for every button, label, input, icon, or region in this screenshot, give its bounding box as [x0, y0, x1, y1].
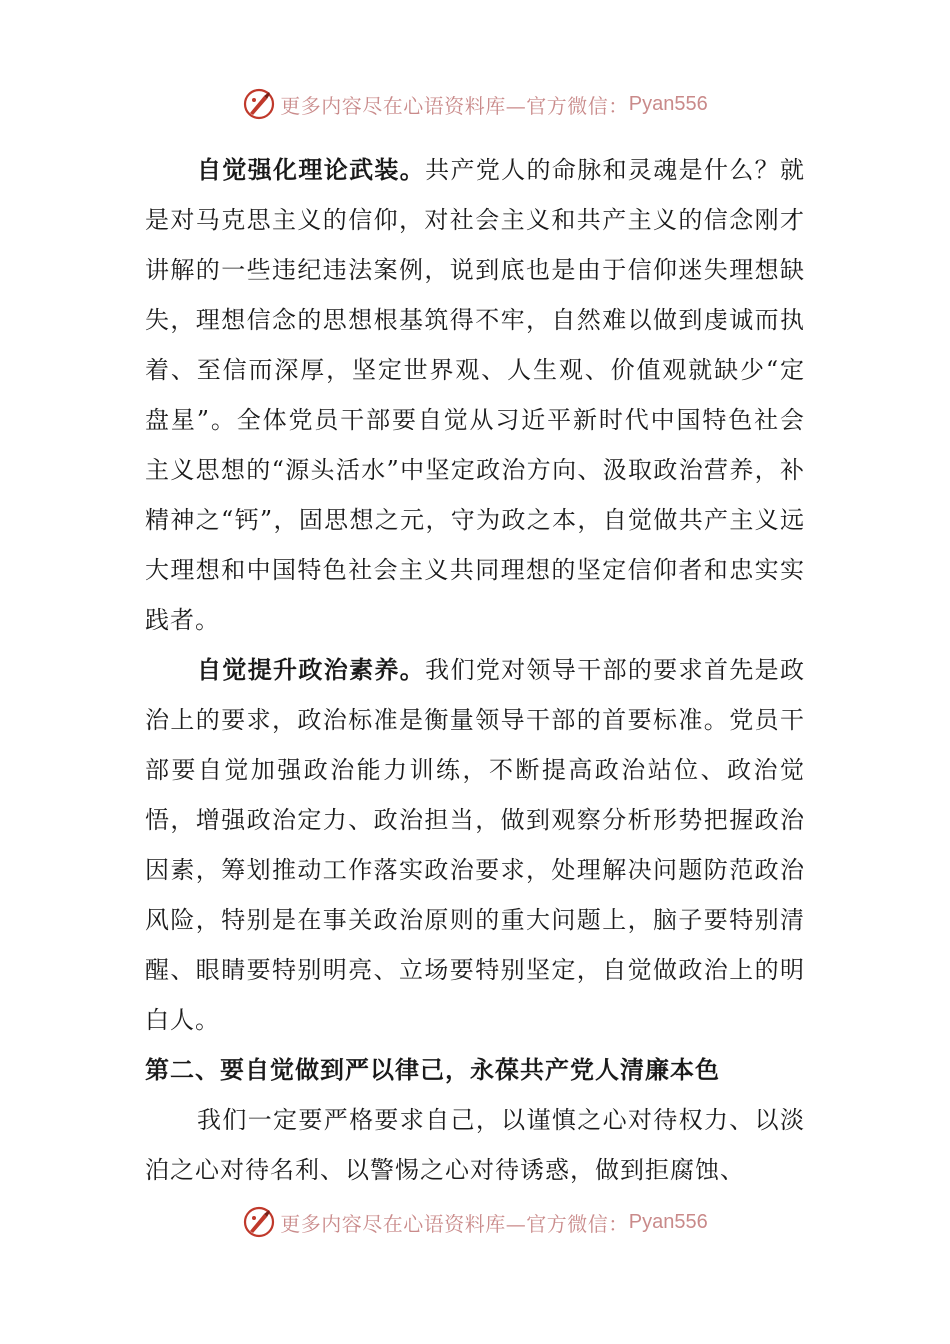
paragraph-lead: 自觉提升政治素养。 [197, 656, 426, 684]
paragraph-integrity: 我们一定要严格要求自己，以谨慎之心对待权力、以淡泊之心对待名利、以警惕之心对待诱惑，做到拒腐蚀、 [145, 1106, 805, 1184]
footer-banner-text: 更多内容尽在心语资料库—官方微信： [280, 1211, 629, 1236]
paragraph-lead: 自觉强化理论武装。 [197, 156, 426, 184]
section-heading: 第二、要自觉做到严以律己，永葆共产党人清廉本色 [145, 1056, 720, 1084]
paragraph-politics [145, 645, 805, 1045]
footer-banner-wechat-id: Pyan556 [628, 1210, 708, 1233]
quill-logo-icon [242, 87, 276, 121]
paragraph-text: 共产党人的命脉和灵魂是什么？就是对马克思主义的信仰，对社会主义和共产主义的信念刚才讲解的一些违纪违法案例，说到底也是由于信仰迷失理想缺失，理想信念的思想根基筑得不牢，自然难以做到虔诚而执着、至信而深厚，坚定世界观、人生观、价值观就缺少“定盘星”。全体党员干部要自觉从习近平新时代中国特色社会主义思想的“源头活水”中坚定政治方向、汲取政治营养，补精神之“钙”，固思想之元，守为政之本，自觉做共产主义远大理想和中国特色社会主义共同理想的坚定信仰者和忠实实践者。 [145, 156, 806, 634]
header-banner-text: 更多内容尽在心语资料库—官方微信： [280, 93, 629, 118]
header-banner-wechat-id: Pyan556 [628, 92, 708, 115]
quill-logo-icon [242, 1205, 276, 1239]
footer-banner [0, 1202, 950, 1242]
paragraph-text: 我们党对领导干部的要求首先是政治上的要求，政治标准是衡量领导干部的首要标准。党员干部要自觉加强政治能力训练，不断提高政治站位、政治觉悟，增强政治定力、政治担当，做到观察分析形势把握政治因素，筹划推动工作落实政治要求，处理解决问题防范政治风险，特别是在事关政治原则的重大问题上，脑子要特别清醒、眼睛要特别明亮、立场要特别坚定，自觉做政治上的明白人。 [145, 656, 806, 1034]
document-body [145, 145, 805, 1195]
paragraph-theory [145, 145, 805, 645]
header-banner [0, 84, 950, 124]
